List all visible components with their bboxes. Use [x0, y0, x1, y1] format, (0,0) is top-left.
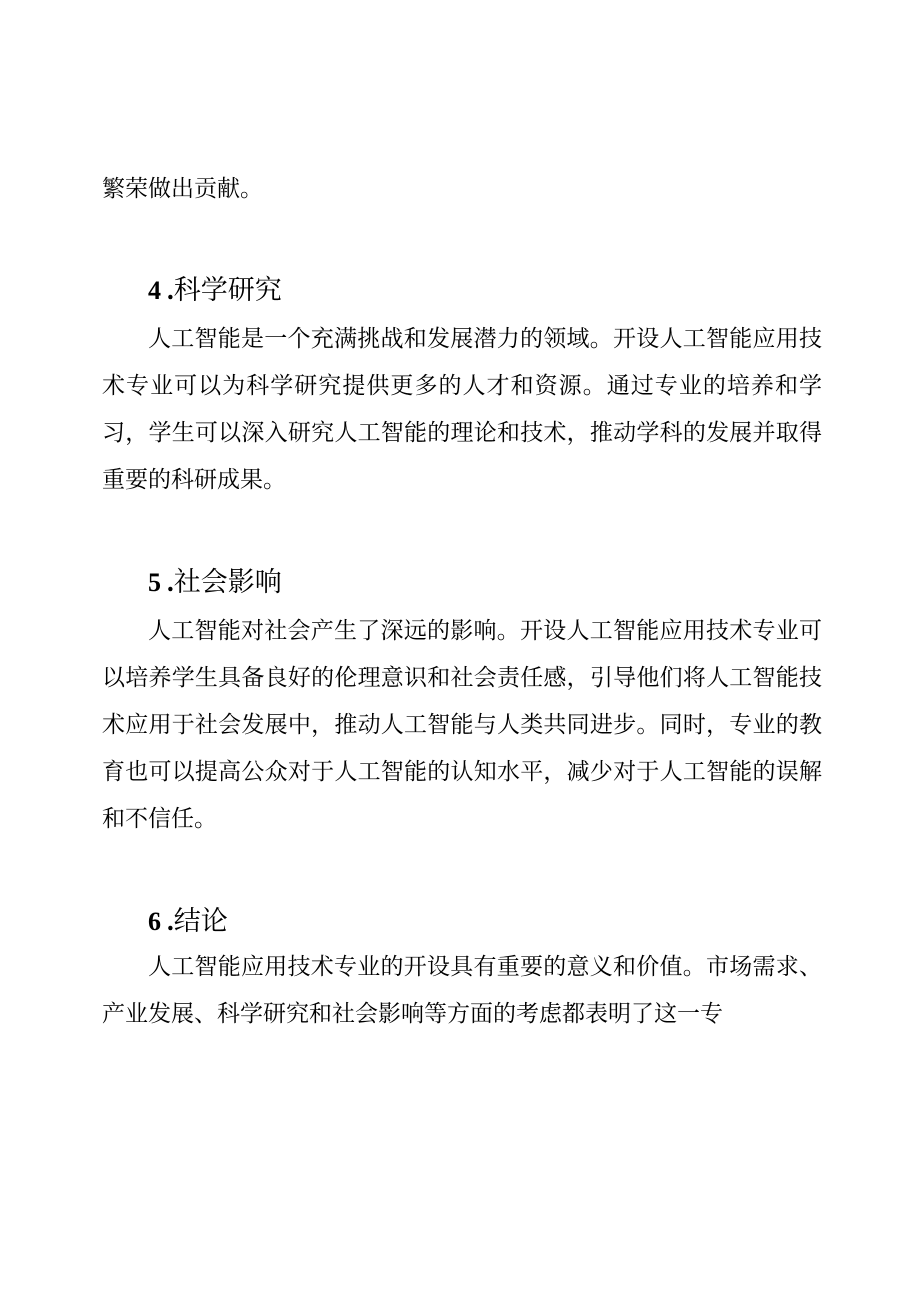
section-title: 科学研究	[173, 275, 282, 306]
section-title: 结论	[173, 906, 228, 937]
section-body-6: 人工智能应用技术专业的开设具有重要的意义和价值。市场需求、产业发展、科学研究和社会影响等方面的考虑都表明了这一专	[102, 954, 822, 1027]
section-body-4: 人工智能是一个充满挑战和发展潜力的领域。开设人工智能应用技术专业可以为科学研究提供更多的人才和资源。通过专业的培养和学习，学生可以深入研究人工智能的理论和技术，推动学科的发展并取得重要的科研成果。	[102, 326, 822, 493]
section-heading-5: 5 .社会影响	[148, 567, 282, 598]
section-title: 社会影响	[173, 567, 282, 598]
intro-fragment: 繁荣做出贡献。	[102, 176, 263, 202]
section-heading-6: 6 .结论	[148, 906, 228, 937]
section-body-5: 人工智能对社会产生了深远的影响。开设人工智能应用技术专业可以培养学生具备良好的伦理意识和社会责任感，引导他们将人工智能技术应用于社会发展中，推动人工智能与人类共同进步。同时，专业的教育也可以提高公众对于人工智能的认知水平，减少对于人工智能的误解和不信任。	[102, 618, 822, 832]
section-number: 6	[148, 907, 161, 936]
section-number: 5	[148, 568, 161, 597]
section-number: 4	[148, 276, 161, 305]
section-heading-4: 4 .科学研究	[148, 275, 282, 306]
